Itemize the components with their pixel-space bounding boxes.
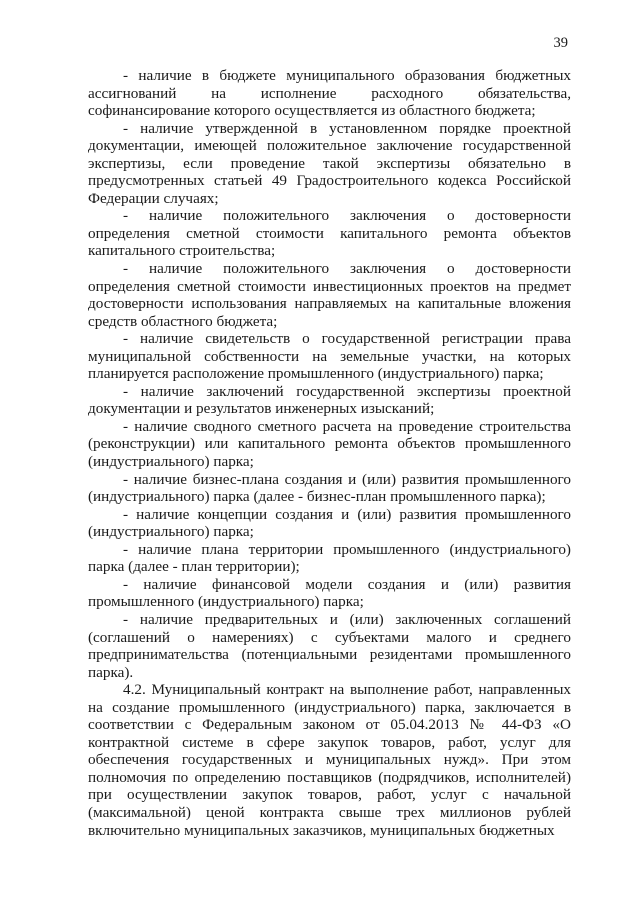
paragraph-concept: - наличие концепции создания и (или) развития промышленного (индустриального) парка;	[88, 505, 571, 541]
paragraph-territory-plan: - наличие плана территории промышленного (индустриального) парка (далее - план территории);	[88, 540, 571, 576]
paragraph-repair-cost-conclusion: - наличие положительного заключения о достоверности определения сметной стоимости капитального ремонта объектов капитального строительства;	[88, 207, 571, 260]
paragraph-business-plan: - наличие бизнес-плана создания и (или) развития промышленного (индустриального) парка (далее - бизнес-план промышленного парка);	[88, 470, 571, 506]
page-number: 39	[553, 35, 568, 51]
paragraph-budget-allocations: - наличие в бюджете муниципального образования бюджетных ассигнований на исполнение расходного обязательства, софинансирование которого осуществляется из областного бюджета;	[88, 67, 571, 120]
paragraph-section-4-2: 4.2. Муниципальный контракт на выполнение работ, направленных на создание промышленного (индустриального) парка, заключается в соответствии с Федеральным законом от 05.04.2013 № 44-ФЗ «О контрактной системе в сфере закупок товаров, работ, услуг для обеспечения государственных и муниципальных нужд». При этом полномочия по определению поставщиков (подрядчиков, исполнителей) при осуществлении закупок товаров, работ, услуг с начальной (максимальной) ценой контракта свыше трех миллионов рублей включительно муниципальных заказчиков, муниципальных бюджетных	[88, 681, 571, 839]
body-text	[88, 67, 571, 839]
paragraph-land-ownership: - наличие свидетельств о государственной регистрации права муниципальной собственности на земельные участки, на которых планируется расположение промышленного (индустриального) парка;	[88, 330, 571, 383]
paragraph-cost-estimate: - наличие сводного сметного расчета на проведение строительства (реконструкции) или капитального ремонта объектов промышленного (индустриального) парка;	[88, 417, 571, 471]
paragraph-project-documentation: - наличие утвержденной в установленном порядке проектной документации, имеющей положительное заключение государственной экспертизы, если проведение такой экспертизы обязательно в предусмотренных статьей 49 Градостроительного кодекса Российской Федерации случаях;	[88, 119, 571, 207]
paragraph-financial-model: - наличие финансовой модели создания и (или) развития промышленного (индустриального) парка;	[88, 575, 571, 611]
paragraph-state-expertise: - наличие заключений государственной экспертизы проектной документации и результатов инженерных изысканий;	[88, 382, 571, 418]
paragraph-investment-cost-conclusion: - наличие положительного заключения о достоверности определения сметной стоимости инвестиционных проектов на предмет достоверности использования направляемых на капитальные вложения средств областного бюджета;	[88, 260, 571, 330]
paragraph-agreements: - наличие предварительных и (или) заключенных соглашений (соглашений о намерениях) с субъектами малого и среднего предпринимательства (потенциальными резидентами промышленного парка).	[88, 610, 571, 681]
